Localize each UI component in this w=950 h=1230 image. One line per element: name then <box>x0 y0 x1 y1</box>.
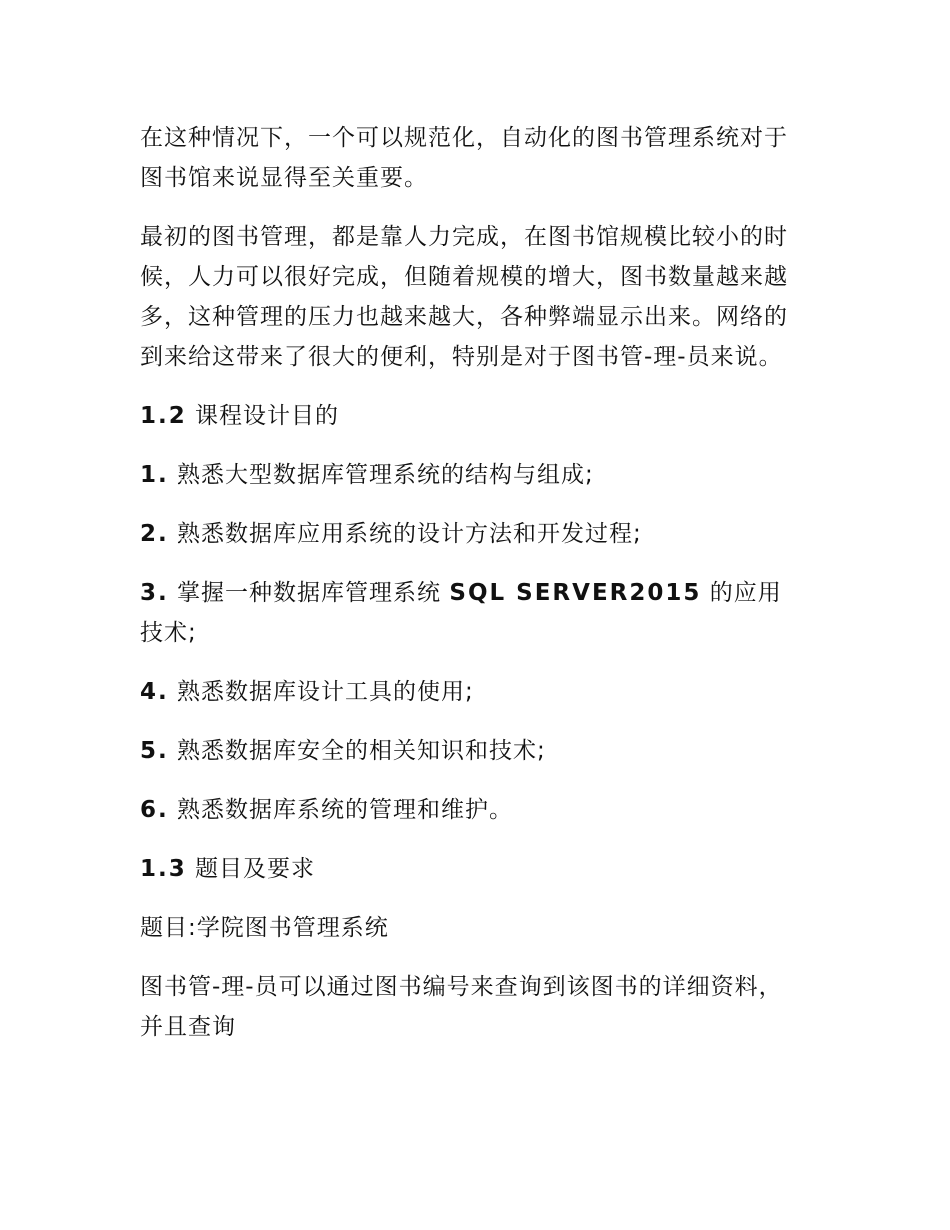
list-item-text: 掌握一种数据库管理系统 <box>168 580 450 606</box>
list-item-text: 熟悉数据库应用系统的设计方法和开发过程; <box>168 521 642 547</box>
list-item-text: 熟悉数据库设计工具的使用; <box>168 679 474 705</box>
list-item-5 <box>140 731 800 771</box>
paragraph-requirements: 图书管-理-员可以通过图书编号来查询到该图书的详细资料，并且查询 <box>140 974 783 1040</box>
list-item-4 <box>140 672 800 712</box>
list-item-number: 5. <box>140 738 169 764</box>
topic-line: 题目:学院图书管理系统 <box>140 915 389 941</box>
list-item-number: 3. <box>140 580 169 606</box>
section-heading-1-3 <box>140 849 800 889</box>
product-name: SQL SERVER2015 <box>449 580 702 606</box>
list-item-3 <box>140 573 800 653</box>
list-item-6 <box>140 790 800 830</box>
paragraph-intro: 在这种情况下，一个可以规范化，自动化的图书管理系统对于图书馆来说显得至关重要。 <box>140 125 788 191</box>
document-page <box>140 118 800 1066</box>
list-item-text: 熟悉大型数据库管理系统的结构与组成; <box>168 462 594 488</box>
list-item-number: 2. <box>140 521 169 547</box>
list-item-text: 熟悉数据库系统的管理和维护。 <box>168 797 514 823</box>
section-heading-1-2 <box>140 396 800 436</box>
list-item-2 <box>140 514 800 554</box>
list-item-number: 6. <box>140 797 169 823</box>
list-item-text: 熟悉数据库安全的相关知识和技术; <box>168 738 546 764</box>
paragraph-history: 最初的图书管理，都是靠人力完成，在图书馆规模比较小的时候，人力可以很好完成，但随着规模的增大，图书数量越来越多，这种管理的压力也越来越大，各种弊端显示出来。网络的到来给这带来了很大的便利，特别是对于图书管-理-员来说。 <box>140 224 788 370</box>
list-item-number: 4. <box>140 679 169 705</box>
section-title: 课程设计目的 <box>186 403 340 429</box>
section-number: 1.2 <box>140 403 187 429</box>
list-item-number: 1. <box>140 462 169 488</box>
list-item-1 <box>140 455 800 495</box>
list-item-text-tail: 的应用技术; <box>140 580 782 646</box>
section-number: 1.3 <box>140 856 187 882</box>
section-title: 题目及要求 <box>186 856 316 882</box>
